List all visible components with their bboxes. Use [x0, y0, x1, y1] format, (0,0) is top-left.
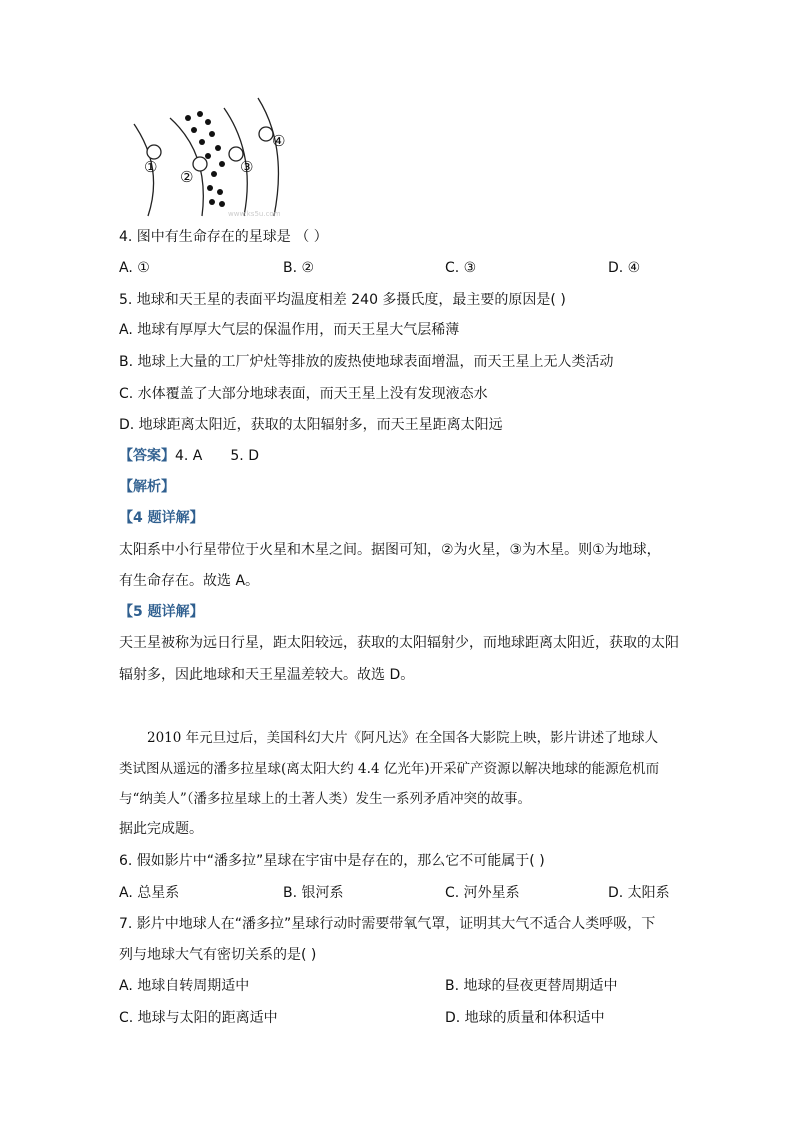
- q5-option-d[interactable]: D. 地球距离太阳近，获取的太阳辐射多，而天王星距离太阳远: [119, 417, 503, 433]
- watermark: www.ks5u.com: [228, 210, 281, 218]
- q4-option-c[interactable]: C. ③: [445, 260, 477, 276]
- asteroid: [197, 111, 203, 117]
- answer-tag: 【答案】: [119, 448, 175, 464]
- q5-option-b[interactable]: B. 地球上大量的工厂炉灶等排放的废热使地球表面增温，而天王星上无人类活动: [119, 354, 614, 370]
- detail4-tag: 【4 题详解】: [119, 510, 204, 526]
- asteroid: [219, 201, 225, 207]
- detail5-line-1: 天王星被称为远日行星，距太阳较远，获取的太阳辐射少，而地球距离太阳近，获取的太阳: [119, 635, 679, 651]
- label-3: ③: [240, 158, 254, 176]
- detail5-line-2: 辐射多，因此地球和天王星温差较大。故选 D。: [119, 667, 415, 683]
- q4-option-a[interactable]: A. ①: [119, 260, 150, 276]
- passage-line-1: 2010 年元旦过后，美国科幻大片《阿凡达》在全国各大影院上映，影片讲述了地球人: [147, 730, 659, 746]
- answer-4: 4. A: [175, 448, 203, 464]
- planet-2: [193, 157, 207, 171]
- asteroid: [205, 119, 211, 125]
- q5-option-a[interactable]: A. 地球有厚厚大气层的保温作用，而天王星大气层稀薄: [119, 322, 460, 338]
- orbit-diagram: [128, 96, 300, 220]
- detail5-tag: 【5 题详解】: [119, 604, 204, 620]
- detail4-line-1: 太阳系中小行星带位于火星和木星之间。据图可知，②为火星，③为木星。则①为地球，: [119, 542, 661, 558]
- label-2: ②: [180, 168, 194, 186]
- asteroid: [207, 185, 213, 191]
- q7-option-b[interactable]: B. 地球的昼夜更替周期适中: [445, 978, 618, 994]
- answer-line: [119, 446, 259, 466]
- q4-stem: 4. 图中有生命存在的星球是 （ ）: [119, 229, 328, 245]
- q6-option-c[interactable]: C. 河外星系: [445, 885, 520, 901]
- q7-option-c[interactable]: C. 地球与太阳的距离适中: [119, 1010, 278, 1026]
- q7-option-d[interactable]: D. 地球的质量和体积适中: [445, 1010, 605, 1026]
- asteroid: [219, 161, 225, 167]
- q7-stem-line-1: 7. 影片中地球人在“潘多拉”星球行动时需要带氧气罩，证明其大气不适合人类呼吸，下: [119, 916, 656, 932]
- q5-option-c[interactable]: C. 水体覆盖了大部分地球表面，而天王星上没有发现液态水: [119, 386, 488, 402]
- q4-option-b[interactable]: B. ②: [283, 260, 315, 276]
- passage-line-3: 与“纳美人”（潘多拉星球上的土著人类）发生一系列矛盾冲突的故事。: [119, 791, 532, 807]
- passage-instruction: 据此完成题。: [119, 821, 203, 837]
- asteroid: [209, 199, 215, 205]
- q7-option-a[interactable]: A. 地球自转周期适中: [119, 978, 250, 994]
- label-1: ①: [144, 158, 158, 176]
- q4-option-d[interactable]: D. ④: [608, 260, 641, 276]
- asteroid: [209, 131, 215, 137]
- label-4: ④: [272, 132, 286, 150]
- planet-4: [259, 127, 273, 141]
- q6-option-a[interactable]: A. 总星系: [119, 885, 180, 901]
- asteroid: [191, 127, 197, 133]
- asteroid: [211, 171, 217, 177]
- analysis-tag: 【解析】: [119, 479, 175, 495]
- passage-line-2: 类试图从遥远的潘多拉星球(离太阳大约 4.4 亿光年)开采矿产资源以解决地球的能源危机而: [119, 761, 660, 777]
- asteroid: [185, 115, 191, 121]
- q6-stem: 6. 假如影片中“潘多拉”星球在宇宙中是存在的，那么它不可能属于( ): [119, 853, 545, 869]
- planet-1: [147, 145, 161, 159]
- q6-option-d[interactable]: D. 太阳系: [608, 885, 670, 901]
- detail4-line-2: 有生命存在。故选 A。: [119, 573, 260, 589]
- orbit-4: [258, 98, 278, 216]
- q7-stem-line-2: 列与地球大气有密切关系的是( ): [119, 947, 317, 963]
- asteroid: [199, 139, 205, 145]
- q5-stem: 5. 地球和天王星的表面平均温度相差 240 多摄氏度，最主要的原因是( ): [119, 292, 566, 308]
- asteroid: [217, 189, 223, 195]
- asteroid: [215, 145, 221, 151]
- asteroid: [205, 153, 211, 159]
- answer-5: 5. D: [230, 448, 259, 464]
- q6-option-b[interactable]: B. 银河系: [283, 885, 344, 901]
